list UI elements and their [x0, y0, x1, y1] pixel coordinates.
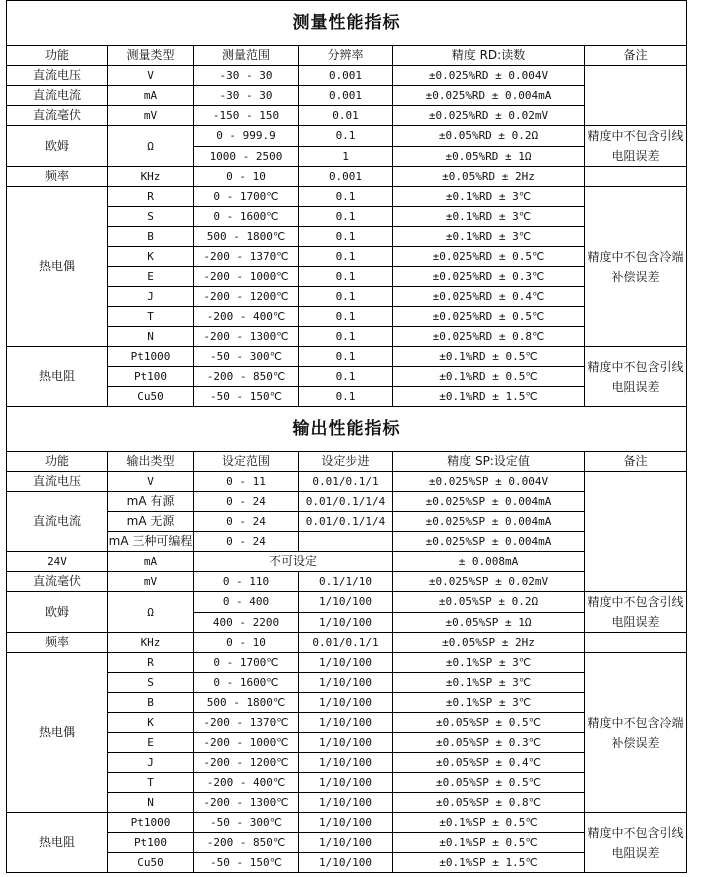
- table-row: [7, 167, 687, 187]
- range-cell: 500 - 1800℃: [194, 227, 299, 247]
- output-title: 输出性能指标: [7, 407, 687, 452]
- accuracy-cell: ±0.025%SP ± 0.004V: [393, 472, 585, 492]
- type-cell: V: [108, 472, 194, 492]
- accuracy-cell: ±0.025%RD ± 0.5℃: [393, 247, 585, 267]
- accuracy-cell: ±0.1%RD ± 3℃: [393, 227, 585, 247]
- accuracy-cell: ±0.05%SP ± 0.3℃: [393, 733, 585, 753]
- step-cell: 1/10/100: [299, 813, 393, 833]
- type-cell: mA 无源: [108, 512, 194, 532]
- spec-table: [6, 0, 687, 873]
- accuracy-cell: ±0.1%RD ± 0.5℃: [393, 367, 585, 387]
- accuracy-cell: ±0.1%SP ± 3℃: [393, 653, 585, 673]
- table-row: [7, 592, 687, 613]
- table-row: [7, 653, 687, 673]
- type-cell: mA 有源: [108, 492, 194, 512]
- function-cell: 热电阻: [7, 813, 108, 873]
- accuracy-cell: ±0.05%SP ± 2Hz: [393, 633, 585, 653]
- range-cell: 0 - 11: [194, 472, 299, 492]
- function-cell: 直流毫伏: [7, 106, 108, 126]
- step-cell: 1/10/100: [299, 653, 393, 673]
- type-cell: mA: [108, 552, 194, 572]
- type-cell: J: [108, 287, 194, 307]
- type-cell: S: [108, 673, 194, 693]
- accuracy-cell: ±0.1%SP ± 3℃: [393, 673, 585, 693]
- type-cell: mV: [108, 106, 194, 126]
- function-cell: 频率: [7, 167, 108, 187]
- range-cell: 不可设定: [194, 552, 393, 572]
- accuracy-cell: ±0.05%RD ± 2Hz: [393, 167, 585, 187]
- range-cell: -50 - 150℃: [194, 853, 299, 873]
- type-cell: Pt100: [108, 367, 194, 387]
- step-cell: 0.01/0.1/1: [299, 472, 393, 492]
- accuracy-cell: ±0.025%SP ± 0.02mV: [393, 572, 585, 592]
- type-cell: B: [108, 693, 194, 713]
- note-cell: 精度中不包含引线电阻误差: [585, 347, 687, 407]
- header-step: 设定步进: [299, 452, 393, 472]
- resolution-cell: 0.1: [299, 227, 393, 247]
- range-cell: 0 - 110: [194, 572, 299, 592]
- note-cell: 精度中不包含引线电阻误差: [585, 126, 687, 167]
- range-cell: -200 - 1370℃: [194, 713, 299, 733]
- range-cell: 0 - 10: [194, 167, 299, 187]
- step-cell: 0.01/0.1/1: [299, 633, 393, 653]
- step-cell: 1/10/100: [299, 833, 393, 853]
- resolution-cell: 0.1: [299, 367, 393, 387]
- type-cell: Ω: [108, 592, 194, 633]
- range-cell: 0 - 24: [194, 532, 299, 552]
- range-cell: 0 - 1700℃: [194, 187, 299, 207]
- accuracy-cell: ±0.025%SP ± 0.004mA: [393, 492, 585, 512]
- range-cell: -30 - 30: [194, 86, 299, 106]
- resolution-cell: 0.1: [299, 187, 393, 207]
- type-cell: N: [108, 793, 194, 813]
- note-cell: [585, 472, 687, 592]
- range-cell: 0 - 1600℃: [194, 673, 299, 693]
- header-function: 功能: [7, 46, 108, 66]
- accuracy-cell: ±0.1%RD ± 3℃: [393, 187, 585, 207]
- type-cell: Pt1000: [108, 813, 194, 833]
- table-row: [7, 126, 687, 147]
- range-cell: -200 - 1000℃: [194, 267, 299, 287]
- resolution-cell: 0.1: [299, 307, 393, 327]
- accuracy-cell: ±0.025%RD ± 0.004V: [393, 66, 585, 86]
- type-cell: mV: [108, 572, 194, 592]
- header-accuracy: 精度 SP:设定值: [393, 452, 585, 472]
- type-cell: B: [108, 227, 194, 247]
- resolution-cell: 0.1: [299, 387, 393, 407]
- step-cell: 1/10/100: [299, 793, 393, 813]
- range-cell: 0 - 24: [194, 512, 299, 532]
- range-cell: -200 - 850℃: [194, 367, 299, 387]
- note-cell: 精度中不包含冷端补偿误差: [585, 187, 687, 347]
- header-note: 备注: [585, 46, 687, 66]
- resolution-cell: 0.1: [299, 207, 393, 227]
- range-cell: 0 - 10: [194, 633, 299, 653]
- resolution-cell: 0.1: [299, 287, 393, 307]
- output-header-row: [7, 452, 687, 472]
- step-cell: 1/10/100: [299, 753, 393, 773]
- range-cell: -50 - 300℃: [194, 347, 299, 367]
- function-cell: 欧姆: [7, 126, 108, 167]
- function-cell: 直流毫伏: [7, 572, 108, 592]
- note-cell: 精度中不包含引线电阻误差: [585, 813, 687, 873]
- accuracy-cell: ±0.1%SP ± 0.5℃: [393, 813, 585, 833]
- table-row: [7, 187, 687, 207]
- range-cell: -30 - 30: [194, 66, 299, 86]
- range-cell: -200 - 400℃: [194, 773, 299, 793]
- type-cell: Pt100: [108, 833, 194, 853]
- step-cell: 1/10/100: [299, 673, 393, 693]
- accuracy-cell: ±0.05%SP ± 0.8℃: [393, 793, 585, 813]
- type-cell: T: [108, 773, 194, 793]
- accuracy-cell: ±0.025%RD ± 0.3℃: [393, 267, 585, 287]
- resolution-cell: 0.1: [299, 347, 393, 367]
- range-cell: 0 - 24: [194, 492, 299, 512]
- note-cell: 精度中不包含引线电阻误差: [585, 592, 687, 633]
- header-type: 测量类型: [108, 46, 194, 66]
- resolution-cell: 0.01: [299, 106, 393, 126]
- function-cell: 热电偶: [7, 653, 108, 813]
- type-cell: R: [108, 187, 194, 207]
- type-cell: Pt1000: [108, 347, 194, 367]
- range-cell: -50 - 150℃: [194, 387, 299, 407]
- accuracy-cell: ±0.05%SP ± 1Ω: [393, 612, 585, 633]
- accuracy-cell: ±0.1%SP ± 0.5℃: [393, 833, 585, 853]
- range-cell: 0 - 1600℃: [194, 207, 299, 227]
- function-cell: 直流电压: [7, 472, 108, 492]
- header-note: 备注: [585, 452, 687, 472]
- range-cell: 0 - 999.9: [194, 126, 299, 147]
- measure-title-row: [7, 1, 687, 46]
- table-row: [7, 813, 687, 833]
- type-cell: E: [108, 733, 194, 753]
- note-cell: [585, 66, 687, 126]
- type-cell: mA 三种可编程: [108, 532, 194, 552]
- range-cell: -200 - 1200℃: [194, 753, 299, 773]
- function-cell: 热电偶: [7, 187, 108, 347]
- resolution-cell: 0.1: [299, 247, 393, 267]
- step-cell: 1/10/100: [299, 713, 393, 733]
- type-cell: N: [108, 327, 194, 347]
- function-cell: 24V: [7, 552, 108, 572]
- step-cell: 1/10/100: [299, 693, 393, 713]
- resolution-cell: 0.1: [299, 327, 393, 347]
- function-cell: 热电阻: [7, 347, 108, 407]
- range-cell: 500 - 1800℃: [194, 693, 299, 713]
- step-cell: [299, 532, 393, 552]
- accuracy-cell: ±0.025%RD ± 0.5℃: [393, 307, 585, 327]
- type-cell: Ω: [108, 126, 194, 167]
- type-cell: KHz: [108, 633, 194, 653]
- resolution-cell: 0.001: [299, 167, 393, 187]
- header-range: 设定范围: [194, 452, 299, 472]
- accuracy-cell: ±0.025%RD ± 0.8℃: [393, 327, 585, 347]
- resolution-cell: 0.1: [299, 126, 393, 147]
- type-cell: R: [108, 653, 194, 673]
- accuracy-cell: ±0.1%RD ± 3℃: [393, 207, 585, 227]
- output-title-row: [7, 407, 687, 452]
- note-cell: [585, 633, 687, 653]
- type-cell: Cu50: [108, 387, 194, 407]
- type-cell: E: [108, 267, 194, 287]
- range-cell: 1000 - 2500: [194, 146, 299, 167]
- header-accuracy: 精度 RD:读数: [393, 46, 585, 66]
- range-cell: -50 - 300℃: [194, 813, 299, 833]
- resolution-cell: 0.001: [299, 66, 393, 86]
- type-cell: mA: [108, 86, 194, 106]
- step-cell: 0.01/0.1/1/4: [299, 512, 393, 532]
- accuracy-cell: ±0.05%SP ± 0.5℃: [393, 773, 585, 793]
- range-cell: -200 - 1370℃: [194, 247, 299, 267]
- resolution-cell: 1: [299, 146, 393, 167]
- accuracy-cell: ±0.1%SP ± 1.5℃: [393, 853, 585, 873]
- table-row: [7, 633, 687, 653]
- note-cell: 精度中不包含冷端补偿误差: [585, 653, 687, 813]
- step-cell: 1/10/100: [299, 773, 393, 793]
- accuracy-cell: ±0.025%RD ± 0.4℃: [393, 287, 585, 307]
- header-range: 测量范围: [194, 46, 299, 66]
- type-cell: KHz: [108, 167, 194, 187]
- note-cell: [585, 167, 687, 187]
- accuracy-cell: ±0.1%SP ± 3℃: [393, 693, 585, 713]
- measure-header-row: [7, 46, 687, 66]
- type-cell: J: [108, 753, 194, 773]
- accuracy-cell: ±0.05%SP ± 0.4℃: [393, 753, 585, 773]
- step-cell: 1/10/100: [299, 612, 393, 633]
- function-cell: 直流电压: [7, 66, 108, 86]
- type-cell: K: [108, 247, 194, 267]
- table-row: [7, 347, 687, 367]
- function-cell: 直流电流: [7, 86, 108, 106]
- accuracy-cell: ± 0.008mA: [393, 552, 585, 572]
- header-type: 输出类型: [108, 452, 194, 472]
- type-cell: Cu50: [108, 853, 194, 873]
- resolution-cell: 0.001: [299, 86, 393, 106]
- table-row: [7, 66, 687, 86]
- type-cell: V: [108, 66, 194, 86]
- range-cell: -150 - 150: [194, 106, 299, 126]
- function-cell: 欧姆: [7, 592, 108, 633]
- step-cell: 1/10/100: [299, 733, 393, 753]
- measure-title: 测量性能指标: [7, 1, 687, 46]
- type-cell: T: [108, 307, 194, 327]
- accuracy-cell: ±0.05%SP ± 0.2Ω: [393, 592, 585, 613]
- header-function: 功能: [7, 452, 108, 472]
- range-cell: 400 - 2200: [194, 612, 299, 633]
- accuracy-cell: ±0.025%SP ± 0.004mA: [393, 512, 585, 532]
- step-cell: 1/10/100: [299, 592, 393, 613]
- type-cell: K: [108, 713, 194, 733]
- range-cell: -200 - 1000℃: [194, 733, 299, 753]
- function-cell: 频率: [7, 633, 108, 653]
- type-cell: S: [108, 207, 194, 227]
- range-cell: -200 - 400℃: [194, 307, 299, 327]
- range-cell: 0 - 1700℃: [194, 653, 299, 673]
- accuracy-cell: ±0.025%RD ± 0.004mA: [393, 86, 585, 106]
- accuracy-cell: ±0.05%RD ± 1Ω: [393, 146, 585, 167]
- accuracy-cell: ±0.05%SP ± 0.5℃: [393, 713, 585, 733]
- range-cell: 0 - 400: [194, 592, 299, 613]
- range-cell: -200 - 1200℃: [194, 287, 299, 307]
- accuracy-cell: ±0.025%RD ± 0.02mV: [393, 106, 585, 126]
- range-cell: -200 - 850℃: [194, 833, 299, 853]
- range-cell: -200 - 1300℃: [194, 327, 299, 347]
- table-row: [7, 472, 687, 492]
- accuracy-cell: ±0.1%RD ± 1.5℃: [393, 387, 585, 407]
- function-cell: 直流电流: [7, 492, 108, 552]
- accuracy-cell: ±0.05%RD ± 0.2Ω: [393, 126, 585, 147]
- step-cell: 1/10/100: [299, 853, 393, 873]
- accuracy-cell: ±0.025%SP ± 0.004mA: [393, 532, 585, 552]
- range-cell: -200 - 1300℃: [194, 793, 299, 813]
- resolution-cell: 0.1: [299, 267, 393, 287]
- header-resolution: 分辨率: [299, 46, 393, 66]
- step-cell: 0.1/1/10: [299, 572, 393, 592]
- accuracy-cell: ±0.1%RD ± 0.5℃: [393, 347, 585, 367]
- step-cell: 0.01/0.1/1/4: [299, 492, 393, 512]
